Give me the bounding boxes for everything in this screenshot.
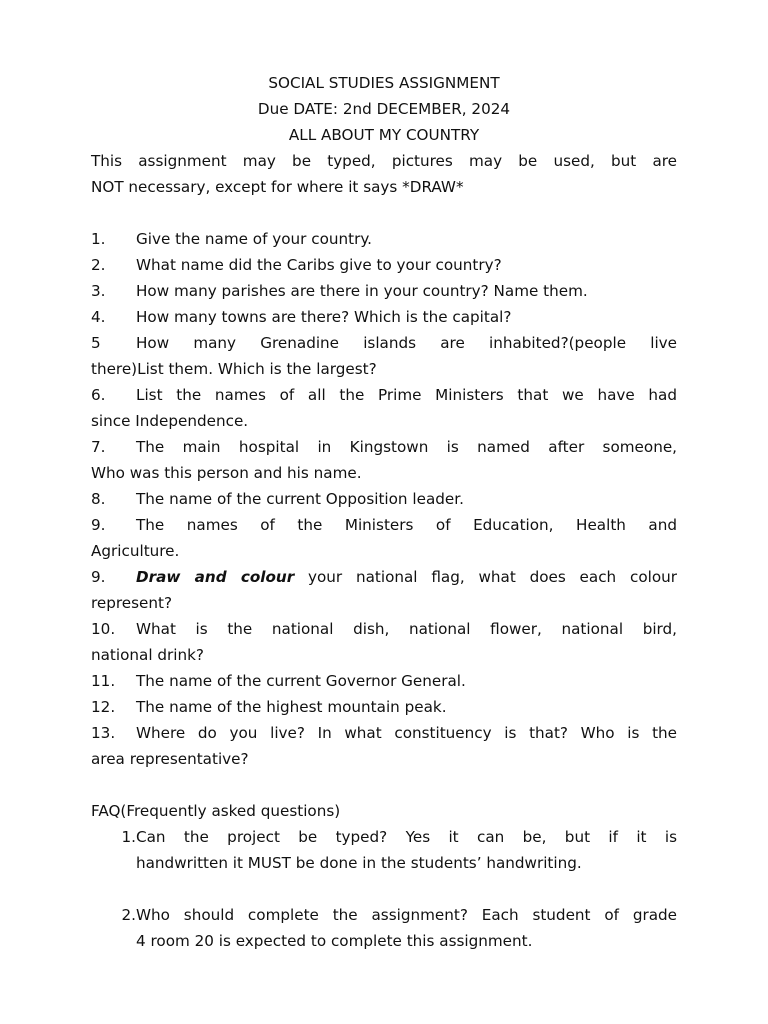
question-number: 6. <box>91 386 106 404</box>
question-text: What name did the Caribs give to your country? <box>136 256 502 274</box>
question-text: The name of the highest mountain peak. <box>136 698 447 716</box>
question-continuation: Who was this person and his name. <box>91 464 362 482</box>
question-item <box>91 486 677 512</box>
intro-line-2: NOT necessary, except for where it says *DRAW* <box>91 178 464 196</box>
assignment-page <box>91 70 677 954</box>
question-continuation: there)List them. Which is the largest? <box>91 360 377 378</box>
question-text: What is the national dish, national flower, national bird, <box>136 620 677 638</box>
question-item <box>91 252 677 278</box>
faq-line-2: 4 room 20 is expected to complete this assignment. <box>136 932 533 950</box>
question-text: How many towns are there? Which is the capital? <box>136 308 512 326</box>
intro-line-1: This assignment may be typed, pictures may be used, but are <box>91 152 677 170</box>
document-subtitle: ALL ABOUT MY COUNTRY <box>288 126 480 144</box>
question-number: 7. <box>91 438 106 456</box>
question-continuation: Agriculture. <box>91 542 180 560</box>
question-number: 8. <box>91 490 106 508</box>
question-item <box>91 278 677 304</box>
question-number: 5 <box>91 334 101 352</box>
question-text: List the names of all the Prime Ministers that we have had <box>136 386 677 404</box>
question-item <box>91 226 677 252</box>
question-item <box>91 720 677 746</box>
question-number: 11. <box>91 672 116 690</box>
faq-line-1: Who should complete the assignment? Each student of grade <box>136 906 677 924</box>
question-item <box>91 616 677 642</box>
question-text: Give the name of your country. <box>136 230 372 248</box>
question-number: 1. <box>91 230 106 248</box>
question-continuation: since Independence. <box>91 412 249 430</box>
question-continuation: national drink? <box>91 646 204 664</box>
faq-number-wrap <box>91 902 136 954</box>
question-item <box>91 564 677 590</box>
question-text: How many parishes are there in your country? Name them. <box>136 282 588 300</box>
question-continuation: represent? <box>91 594 173 612</box>
question-item <box>91 668 677 694</box>
faq-text <box>136 902 677 954</box>
spacer <box>91 876 677 902</box>
faq-line-1: Can the project be typed? Yes it can be, but if it is <box>136 828 677 846</box>
question-item <box>91 330 677 356</box>
faq-item <box>91 824 677 876</box>
question-item <box>91 304 677 330</box>
question-number: 9. <box>91 568 106 586</box>
faq-number: 1. <box>121 828 136 846</box>
question-text: The name of the current Governor General. <box>136 672 466 690</box>
question-number: 13. <box>91 724 116 742</box>
question-text: The name of the current Opposition leader. <box>136 490 464 508</box>
question-number: 3. <box>91 282 106 300</box>
question-item <box>91 382 677 408</box>
question-item <box>91 512 677 538</box>
faq-heading: FAQ(Frequently asked questions) <box>91 802 341 820</box>
question-text: Where do you live? In what constituency is that? Who is the <box>136 724 677 742</box>
draw-emphasis: Draw and colour <box>136 568 295 586</box>
question-number: 10. <box>91 620 116 638</box>
question-text: How many Grenadine islands are inhabited?(people live <box>136 334 677 352</box>
faq-text <box>136 824 677 876</box>
question-number: 12. <box>91 698 116 716</box>
spacer <box>91 200 677 226</box>
spacer <box>91 772 677 798</box>
question-number: 4. <box>91 308 106 326</box>
due-date: Due DATE: 2nd DECEMBER, 2024 <box>257 100 511 118</box>
faq-item <box>91 902 677 954</box>
faq-number-wrap <box>91 824 136 876</box>
question-text-rest: your national flag, what does each colour <box>294 568 678 586</box>
faq-line-2: handwritten it MUST be done in the students’ handwriting. <box>136 854 582 872</box>
question-continuation: area representative? <box>91 750 249 768</box>
question-number: 9. <box>91 516 106 534</box>
question-item <box>91 434 677 460</box>
document-title: SOCIAL STUDIES ASSIGNMENT <box>268 74 500 92</box>
faq-number: 2. <box>121 906 136 924</box>
question-number: 2. <box>91 256 106 274</box>
question-item <box>91 694 677 720</box>
question-text: The main hospital in Kingstown is named after someone, <box>136 438 677 456</box>
question-text: The names of the Ministers of Education, Health and <box>136 516 677 534</box>
question-text-draw <box>136 564 677 590</box>
